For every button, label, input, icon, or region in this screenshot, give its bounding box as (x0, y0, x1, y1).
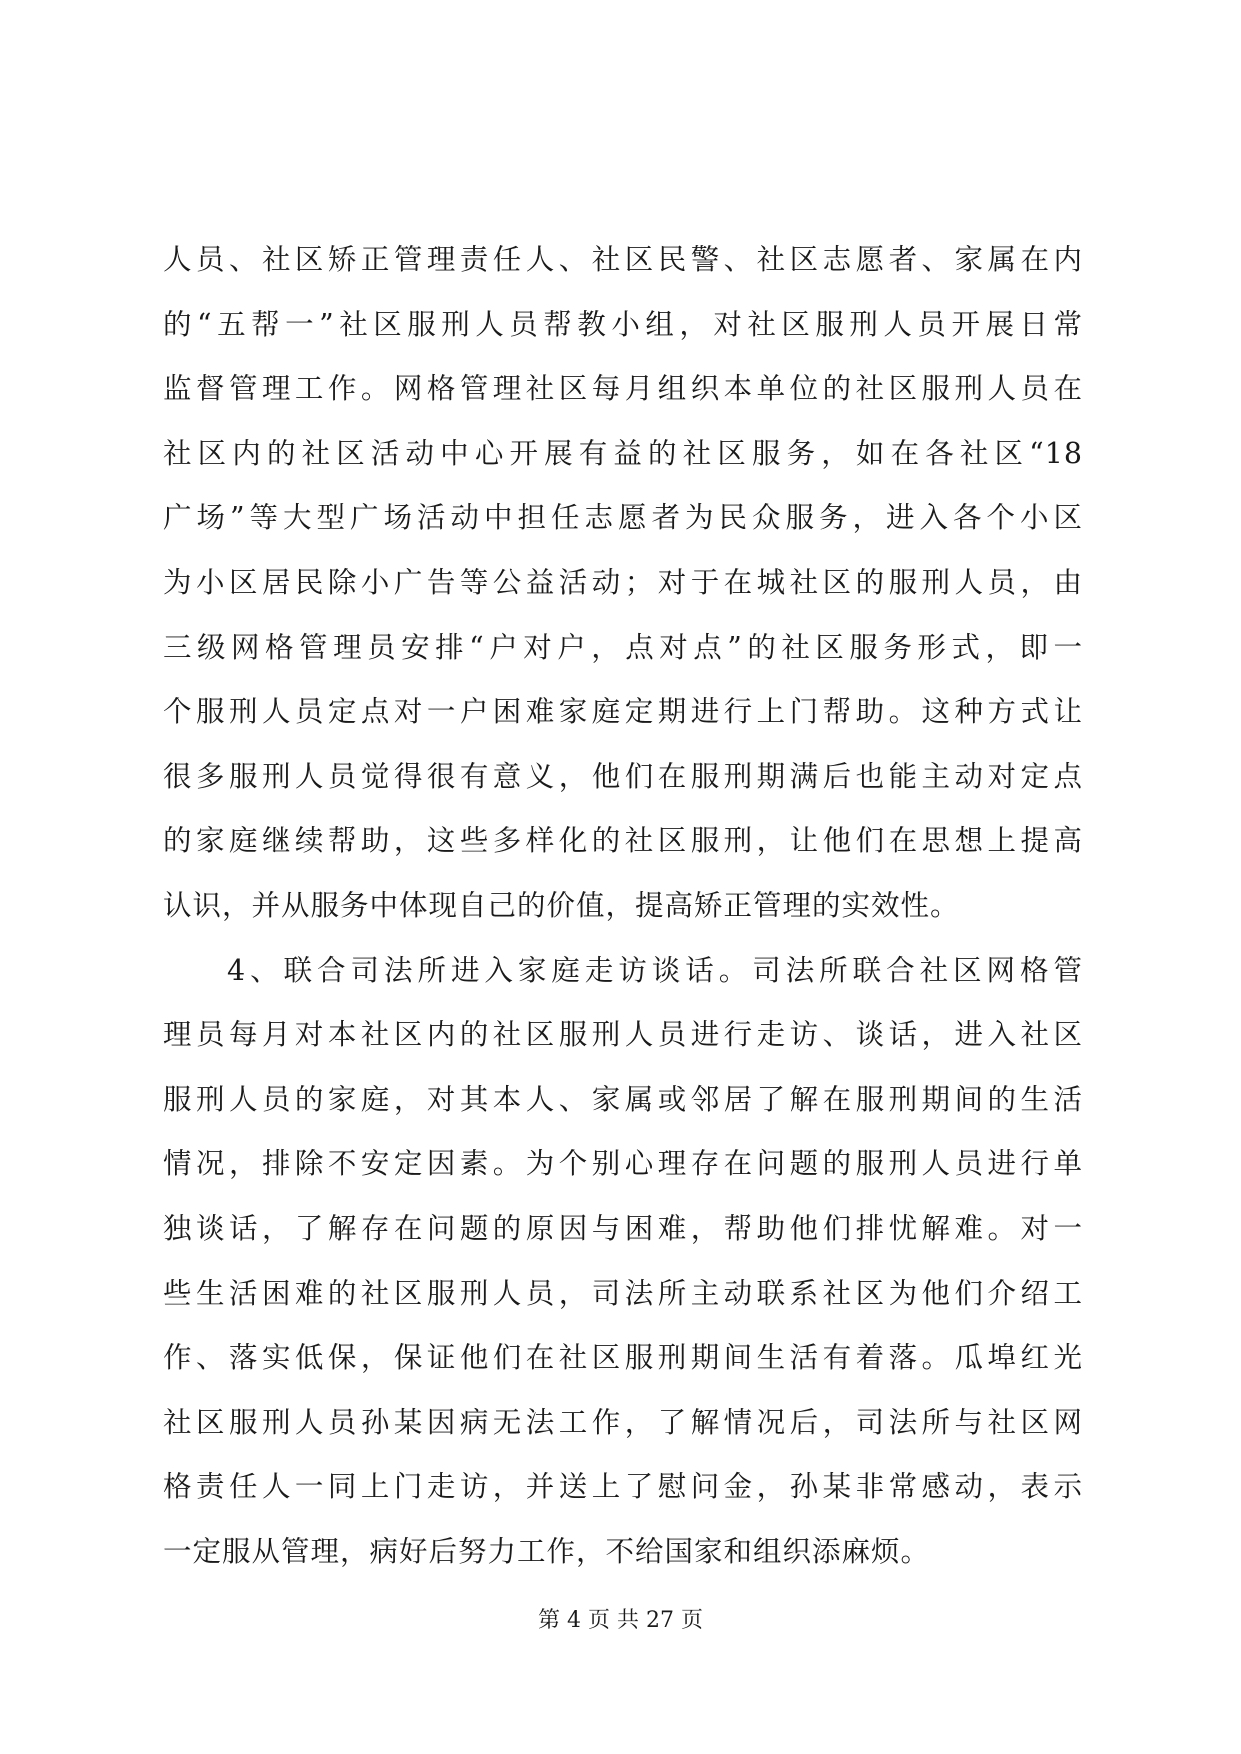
text-line: 为小区居民除小广告等公益活动；对于在城社区的服刑人员，由 (163, 565, 1083, 599)
text-line: 作、落实低保，保证他们在社区服刑期间生活有着落。瓜埠红光 (163, 1341, 1083, 1375)
text-line: 情况，排除不安定因素。为个别心理存在问题的服刑人员进行单 (163, 1147, 1083, 1181)
text-line: 三级网格管理员安排“户对户，点对点”的社区服务形式，即一 (163, 630, 1083, 664)
text-line: 社区内的社区活动中心开展有益的社区服务，如在各社区“18 (163, 436, 1083, 470)
text-line: 广场”等大型广场活动中担任志愿者为民众服务，进入各个小区 (163, 501, 1083, 535)
paragraph-end-line: 一定服从管理，病好后努力工作，不给国家和组织添麻烦。 (163, 1534, 931, 1568)
text-line: 些生活困难的社区服刑人员，司法所主动联系社区为他们介绍工 (163, 1276, 1083, 1310)
text-line: 格责任人一同上门走访，并送上了慰问金，孙某非常感动，表示 (163, 1470, 1083, 1504)
text-line: 人员、社区矫正管理责任人、社区民警、社区志愿者、家属在内 (163, 243, 1083, 276)
text-line: 监督管理工作。网格管理社区每月组织本单位的社区服刑人员在 (163, 372, 1083, 406)
text-line: 的家庭继续帮助，这些多样化的社区服刑，让他们在思想上提高 (163, 824, 1083, 858)
document-body (163, 228, 1083, 1584)
text-line: 独谈话，了解存在问题的原因与困难，帮助他们排忧解难。对一 (163, 1211, 1083, 1245)
paragraph-start-line: 4、联合司法所进入家庭走访谈话。司法所联合社区网格管 (227, 953, 1083, 987)
page-number-footer: 第 4 页 共 27 页 (538, 1608, 703, 1633)
text-line: 社区服刑人员孙某因病无法工作，了解情况后，司法所与社区网 (163, 1405, 1083, 1439)
text-line: 理员每月对本社区内的社区服刑人员进行走访、谈话，进入社区 (163, 1018, 1083, 1052)
text-line: 个服刑人员定点对一户困难家庭定期进行上门帮助。这种方式让 (163, 695, 1083, 729)
text-line: 的“五帮一”社区服刑人员帮教小组，对社区服刑人员开展日常 (163, 307, 1083, 341)
paragraph-end-line: 认识，并从服务中体现自己的价值，提高矫正管理的实效性。 (163, 888, 960, 922)
text-line: 很多服刑人员觉得很有意义，他们在服刑期满后也能主动对定点 (163, 759, 1083, 793)
text-line: 服刑人员的家庭，对其本人、家属或邻居了解在服刑期间的生活 (163, 1082, 1083, 1116)
